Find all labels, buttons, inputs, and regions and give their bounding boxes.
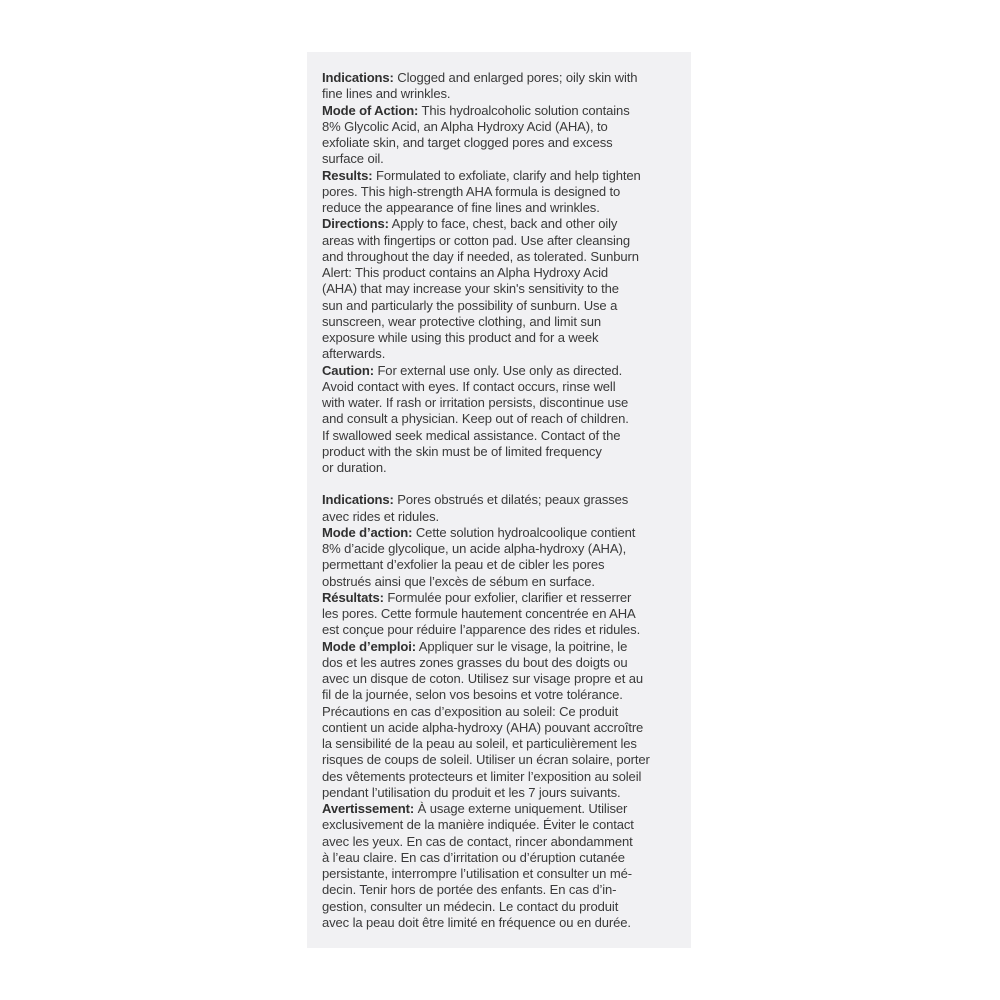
label-line xyxy=(322,817,678,833)
line-text: or duration. xyxy=(322,460,387,475)
line-text: Appliquer sur le visage, la poitrine, le xyxy=(416,638,628,654)
line-text: Clogged and enlarged pores; oily skin with xyxy=(393,70,638,85)
label-line xyxy=(322,135,678,151)
label-line xyxy=(322,882,678,898)
label-line xyxy=(322,379,678,395)
section-heading: Directions: xyxy=(322,216,389,232)
label-line xyxy=(322,444,678,460)
label-line xyxy=(322,687,678,703)
label-line xyxy=(322,752,678,768)
section-heading: Mode of Action: xyxy=(322,102,419,118)
line-text: This hydroalcoholic solution contains xyxy=(418,102,630,118)
label-line xyxy=(322,168,678,184)
line-text: avec les yeux. En cas de contact, rincer abondamment xyxy=(322,833,633,849)
label-line xyxy=(322,801,678,817)
label-line xyxy=(322,834,678,850)
label-line xyxy=(322,915,678,931)
label-line xyxy=(322,720,678,736)
label-line xyxy=(322,736,678,752)
line-text: 8% Glycolic Acid, an Alpha Hydroxy Acid (AHA), to xyxy=(322,118,608,134)
english-instructions xyxy=(322,70,678,476)
label-line xyxy=(322,298,678,314)
line-text: la sensibilité de la peau au soleil, et particulièrement les xyxy=(322,736,637,751)
label-line xyxy=(322,70,678,86)
line-text: and consult a physician. Keep out of reach of children. xyxy=(322,411,629,427)
line-text: areas with fingertips or cotton pad. Use after cleansing xyxy=(322,232,631,248)
label-line xyxy=(322,557,678,573)
line-text: à l’eau claire. En cas d’irritation ou d’éruption cutanée xyxy=(322,849,625,865)
label-line xyxy=(322,541,678,557)
line-text: avec la peau doit être limité en fréquence ou en durée. xyxy=(322,914,631,930)
line-text: Formulée pour exfolier, clarifier et resserrer xyxy=(383,589,632,605)
section-heading: Caution: xyxy=(322,362,374,378)
label-line xyxy=(322,606,678,622)
label-line xyxy=(322,785,678,801)
label-line xyxy=(322,639,678,655)
line-text: obstrués ainsi que l’excès de sébum en surface. xyxy=(322,573,595,589)
line-text: 8% d’acide glycolique, un acide alpha-hydroxy (AHA), xyxy=(322,541,627,556)
label-line xyxy=(322,265,678,281)
label-line xyxy=(322,428,678,444)
label-line xyxy=(322,574,678,590)
line-text: Formulated to exfoliate, clarify and help tighten xyxy=(372,167,641,183)
label-line xyxy=(322,525,678,541)
section-heading: Mode d’emploi: xyxy=(322,638,416,654)
line-text: exclusivement de la manière indiquée. Éviter le contact xyxy=(322,817,634,833)
line-text: exfoliate skin, and target clogged pores and excess xyxy=(322,135,613,150)
label-line xyxy=(322,216,678,232)
label-line xyxy=(322,509,678,525)
label-line xyxy=(322,590,678,606)
label-line xyxy=(322,899,678,915)
section-heading: Indications: xyxy=(322,70,394,85)
label-line xyxy=(322,850,678,866)
line-text: gestion, consulter un médecin. Le contact du produit xyxy=(322,898,619,914)
section-heading: Avertissement: xyxy=(322,801,415,816)
label-line xyxy=(322,151,678,167)
line-text: For external use only. Use only as directed. xyxy=(373,362,623,378)
label-line xyxy=(322,249,678,265)
line-text: Précautions en cas d’exposition au soleil: Ce produit xyxy=(322,703,619,719)
line-text: contient un acide alpha-hydroxy (AHA) pouvant accroître xyxy=(322,719,644,735)
line-text: with water. If rash or irritation persists, discontinue use xyxy=(322,395,629,410)
line-text: permettant d’exfolier la peau et de cibler les pores xyxy=(322,557,605,573)
line-text: est conçue pour réduire l’apparence des rides et ridules. xyxy=(322,622,641,638)
line-text: sun and particularly the possibility of sunburn. Use a xyxy=(322,297,618,313)
label-line xyxy=(322,704,678,720)
line-text: pores. This high-strength AHA formula is designed to xyxy=(322,183,621,199)
label-line xyxy=(322,346,678,362)
line-text: surface oil. xyxy=(322,151,384,167)
line-text: and throughout the day if needed, as tolerated. Sunburn xyxy=(322,248,639,264)
line-text: exposure while using this product and for a week xyxy=(322,330,599,345)
line-text: reduce the appearance of fine lines and wrinkles. xyxy=(322,200,600,215)
label-line xyxy=(322,411,678,427)
line-text: persistante, interrompre l’utilisation et consulter un mé- xyxy=(322,866,632,881)
line-text: decin. Tenir hors de portée des enfants. En cas d’in- xyxy=(322,882,617,898)
label-line xyxy=(322,103,678,119)
label-line xyxy=(322,460,678,476)
label-line xyxy=(322,233,678,249)
line-text: fil de la journée, selon vos besoins et votre tolérance. xyxy=(322,687,623,703)
label-line xyxy=(322,395,678,411)
line-text: Alert: This product contains an Alpha Hydroxy Acid xyxy=(322,265,609,280)
label-line xyxy=(322,281,678,297)
label-line xyxy=(322,119,678,135)
line-text: product with the skin must be of limited frequency xyxy=(322,443,602,459)
section-spacer xyxy=(322,476,691,492)
section-heading: Results: xyxy=(322,167,373,183)
label-line xyxy=(322,363,678,379)
section-heading: Indications: xyxy=(322,492,394,508)
line-text: Avoid contact with eyes. If contact occurs, rinse well xyxy=(322,378,616,394)
line-text: (AHA) that may increase your skin's sensitivity to the xyxy=(322,281,619,297)
line-text: sunscreen, wear protective clothing, and limit sun xyxy=(322,313,601,329)
line-text: avec rides et ridules. xyxy=(322,508,440,524)
section-heading: Résultats: xyxy=(322,589,384,605)
product-label-panel xyxy=(307,52,691,948)
french-instructions xyxy=(322,492,678,931)
label-line xyxy=(322,655,678,671)
line-text: afterwards. xyxy=(322,346,386,362)
line-text: des vêtements protecteurs et limiter l’exposition au soleil xyxy=(322,768,642,784)
line-text: À usage externe uniquement. Utiliser xyxy=(414,801,628,816)
label-line xyxy=(322,866,678,882)
line-text: Cette solution hydroalcoolique contient xyxy=(412,524,636,540)
section-heading: Mode d’action: xyxy=(322,524,413,540)
label-line xyxy=(322,184,678,200)
label-line xyxy=(322,86,678,102)
line-text: If swallowed seek medical assistance. Contact of the xyxy=(322,427,621,443)
label-line xyxy=(322,492,678,508)
line-text: Pores obstrués et dilatés; peaux grasses xyxy=(393,492,629,508)
label-line xyxy=(322,622,678,638)
label-line xyxy=(322,671,678,687)
line-text: avec un disque de coton. Utilisez sur visage propre et au xyxy=(322,671,643,686)
line-text: les pores. Cette formule hautement concentrée en AHA xyxy=(322,606,636,621)
line-text: pendant l’utilisation du produit et les 7 jours suivants. xyxy=(322,784,621,800)
label-line xyxy=(322,330,678,346)
label-line xyxy=(322,769,678,785)
line-text: fine lines and wrinkles. xyxy=(322,86,451,102)
line-text: dos et les autres zones grasses du bout des doigts ou xyxy=(322,654,628,670)
label-line xyxy=(322,314,678,330)
line-text: Apply to face, chest, back and other oily xyxy=(388,216,618,232)
line-text: risques de coups de soleil. Utiliser un écran solaire, porter xyxy=(322,752,650,768)
label-line xyxy=(322,200,678,216)
